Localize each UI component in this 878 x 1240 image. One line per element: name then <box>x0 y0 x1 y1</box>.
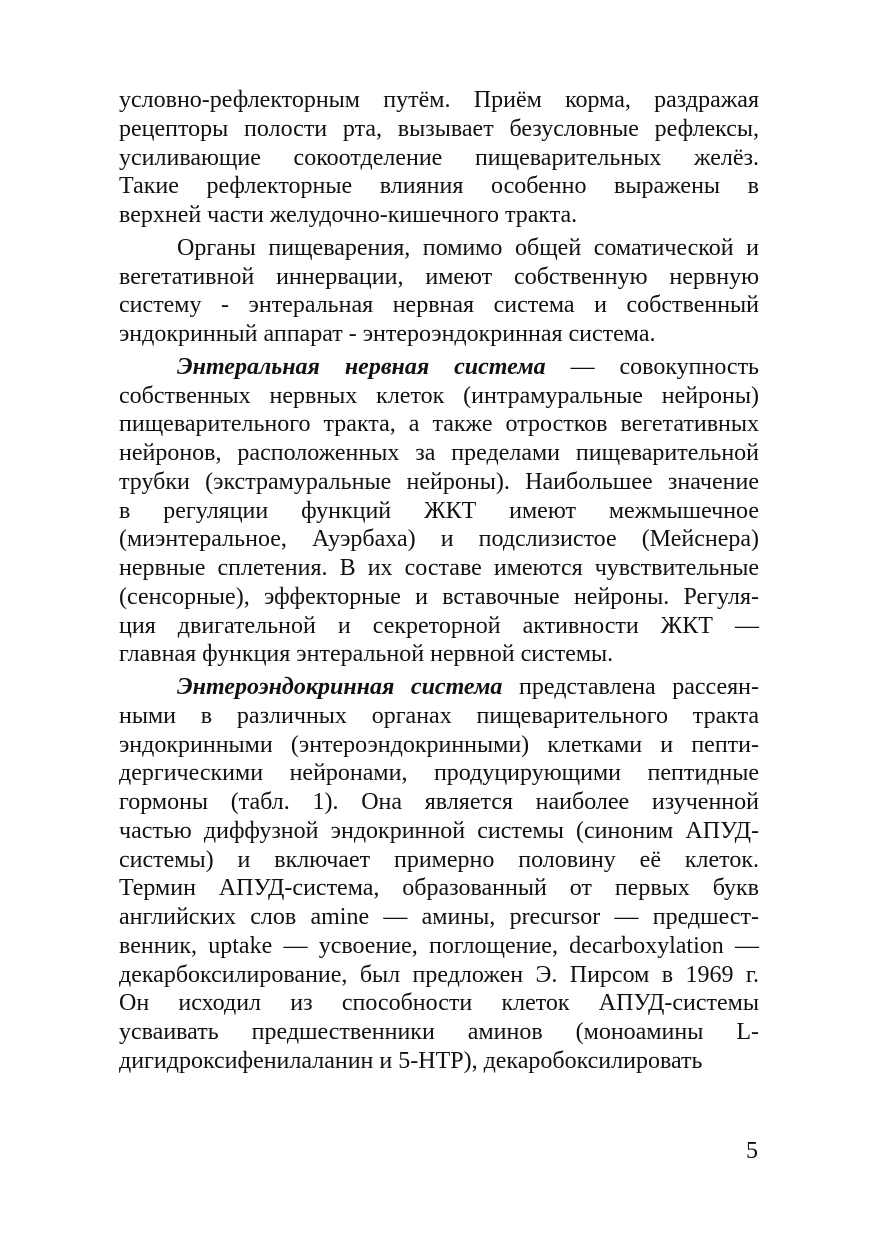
text-line: эндокринными (энтероэндокринными) клетками и пепти- <box>119 731 759 758</box>
paragraph-enteric-nervous-system <box>119 353 759 669</box>
text-line: английских слов amine — амины, precursor — предшест- <box>119 904 759 930</box>
text-line: Такие рефлекторные влияния особенно выражены в <box>119 173 759 200</box>
text-line: эндокринный аппарат - энтероэндокринная система. <box>119 321 656 347</box>
text-line: в регуляции функций ЖКТ имеют межмышечное <box>119 497 759 524</box>
text-line: Органы пищеварения, помимо общей соматической и <box>177 234 759 261</box>
text-line: вегетативной иннервации, имеют собственную нервную <box>119 263 759 290</box>
term-continuation: представлена рассеян- <box>502 674 759 700</box>
text-line: ными в различных органах пищеварительного тракта <box>119 702 759 729</box>
text-line: усиливающие сокоотделение пищеварительных желёз. <box>119 144 759 171</box>
paragraph-1 <box>119 86 759 230</box>
text-line: нейронов, расположенных за пределами пищеварительной <box>119 440 759 466</box>
text-line: ция двигательной и секреторной активности ЖКТ — <box>119 612 759 639</box>
page-number: 5 <box>746 1138 758 1164</box>
text-line: пищеварительного тракта, а также отростков вегетативных <box>119 411 759 438</box>
text-line: трубки (экстрамуральные нейроны). Наибольшее значение <box>119 468 759 495</box>
text-line: (миэнтеральное, Ауэрбаха) и подслизистое (Мейснера) <box>119 526 759 553</box>
term-heading: Энтероэндокринная система <box>177 674 503 700</box>
term-continuation: — совокупность <box>545 353 760 380</box>
text-line: усваивать предшественники аминов (моноамины L- <box>119 1019 759 1045</box>
text-line: нервные сплетения. В их составе имеются чувствительные <box>119 555 759 581</box>
text-line: гормоны (табл. 1). Она является наиболее изученной <box>119 789 759 815</box>
text-line: собственных нервных клеток (интрамуральные нейроны) <box>119 382 759 409</box>
text-line: венник, uptake — усвоение, поглощение, decarboxylation — <box>119 932 759 959</box>
text-line: дергическими нейронами, продуцирующими пептидные <box>119 760 759 787</box>
text-line: Он исходил из способности клеток АПУД-системы <box>119 990 759 1017</box>
text-line: условно-рефлекторным путём. Приём корма, раздражая <box>119 87 759 113</box>
page-text <box>119 86 759 1076</box>
text-line: (сенсорные), эффекторные и вставочные нейроны. Регуля- <box>119 583 759 610</box>
term-heading: Энтеральная нервная система <box>177 353 546 380</box>
text-line: Термин АПУД-система, образованный от первых букв <box>119 875 759 902</box>
text-line: частью диффузной эндокринной системы (синоним АПУД- <box>119 817 759 844</box>
text-line <box>119 673 759 702</box>
text-line <box>119 353 759 382</box>
text-line: систему - энтеральная нервная система и собственный <box>119 292 759 319</box>
text-line: декарбоксилирование, был предложен Э. Пирсом в 1969 г. <box>119 961 759 988</box>
text-line: главная функция энтеральной нервной системы. <box>119 641 614 668</box>
paragraph-enteroendocrine-system <box>119 673 759 1076</box>
text-line: системы) и включает примерно половину её клеток. <box>119 846 759 873</box>
paragraph-2 <box>119 234 759 349</box>
text-line: верхней части желудочно-кишечного тракта. <box>119 202 578 228</box>
text-line: рецепторы полости рта, вызывает безусловные рефлексы, <box>119 115 759 142</box>
text-line: дигидроксифенилаланин и 5-HTP), декаробоксилировать <box>119 1047 703 1074</box>
